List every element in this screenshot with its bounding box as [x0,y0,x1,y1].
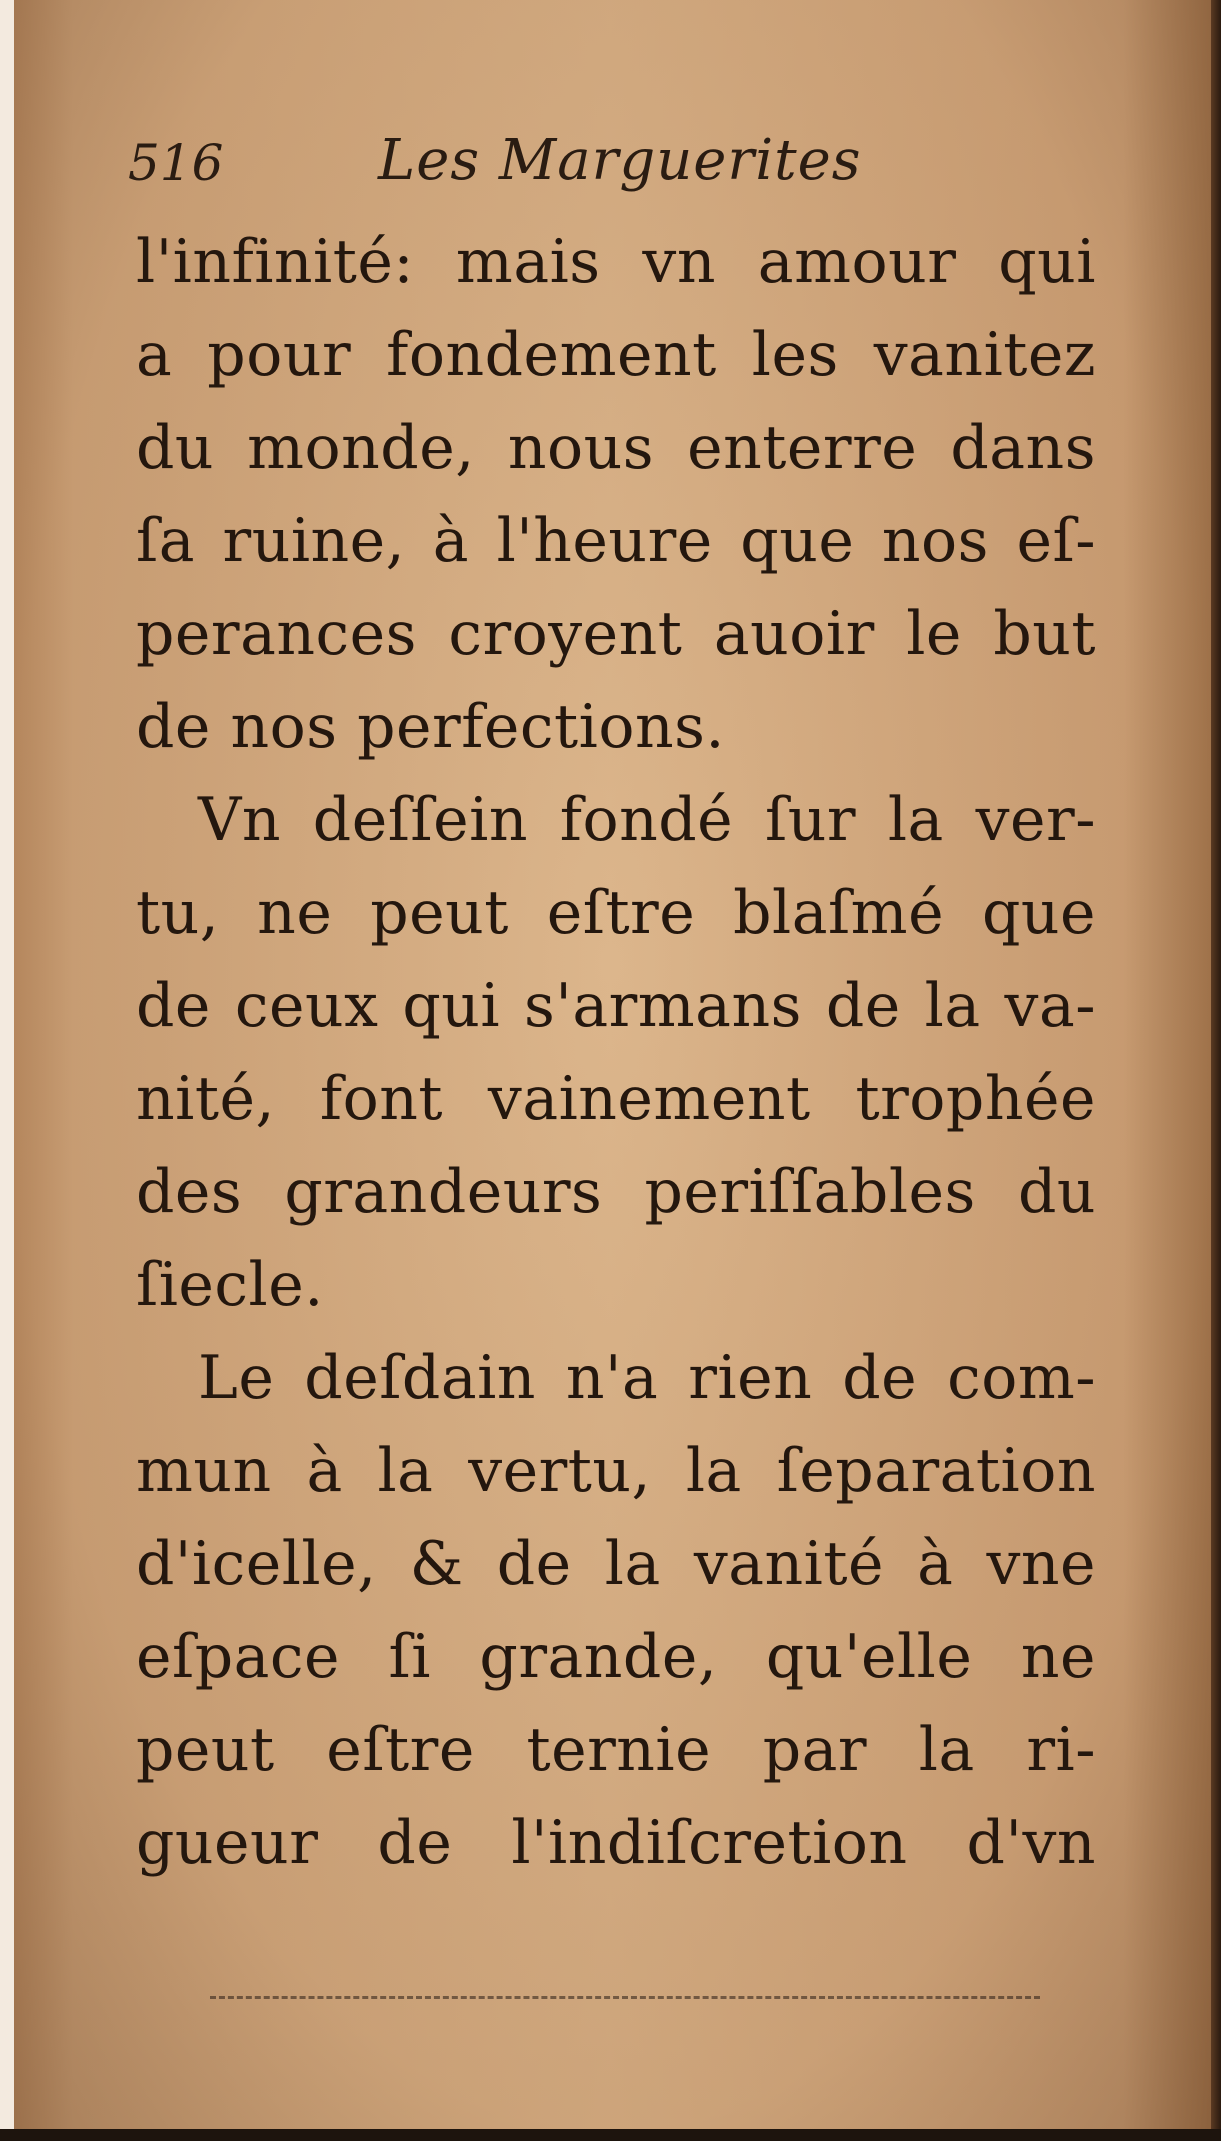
running-head [128,128,1028,218]
text-line: ſa ruine, à l'heure que nos eſ- [136,506,1096,576]
running-title: Les Marguerites [378,128,862,193]
catchword-rule [210,1996,1040,2002]
page-binding-shadow [1211,0,1221,2141]
page-bottom-edge [0,2129,1221,2141]
text-line: de nos perfections. [136,692,725,762]
text-line: tu, ne peut eſtre blaſmé que [136,878,1096,948]
text-line: mun à la vertu, la ſeparation [136,1436,1096,1506]
text-line: nité, font vainement trophée [136,1064,1096,1134]
page-number: 516 [128,134,224,192]
text-line: ſiecle. [136,1250,324,1320]
text-line: perances croyent auoir le but [136,599,1096,669]
text-line: d'icelle, & de la vanité à vne [136,1529,1096,1599]
body-text [136,216,1096,1890]
text-line: gueur de l'indiſcretion d'vn [136,1808,1096,1878]
text-line: l'infinité: mais vn amour qui [136,227,1096,297]
page-left-margin [0,0,14,2141]
text-line: Le deſdain n'a rien de com- [198,1343,1096,1413]
text-line: a pour fondement les vanitez [136,320,1096,390]
text-line: peut eſtre ternie par la ri- [136,1715,1096,1785]
text-line: Vn deſſein fondé ſur la ver- [198,785,1096,855]
text-line: des grandeurs periſſables du [136,1157,1096,1227]
text-line: eſpace ſi grande, qu'elle ne [136,1622,1096,1692]
text-line: de ceux qui s'armans de la va- [136,971,1096,1041]
text-line: du monde, nous enterre dans [136,413,1096,483]
